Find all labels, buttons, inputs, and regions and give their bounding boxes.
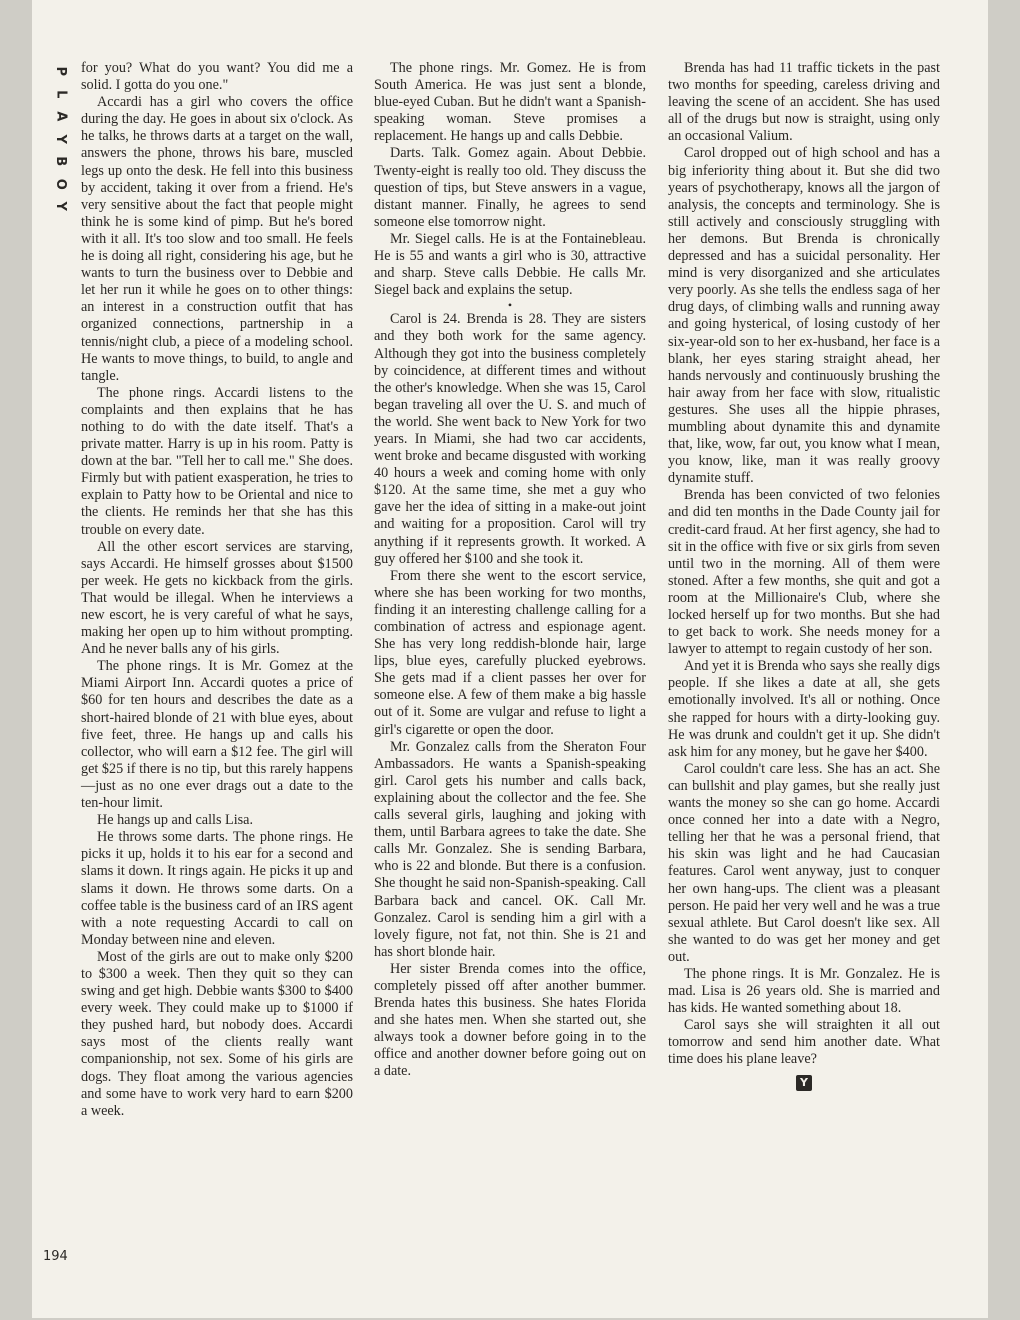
body-paragraph: The phone rings. Mr. Gomez. He is from South America. He was just sent a blonde, blue-eyed Cuban. But he didn't want a Spanish-speaking woman. Steve promises a replacement. He hangs up and calls Debbie.	[374, 60, 646, 145]
side-label-letter: Y	[53, 201, 69, 211]
body-paragraph: All the other escort services are starving, says Accardi. He himself grosses about $1500 per week. He gets no kickback from the girls. That would be illegal. When he interviews a new escort, he is very careful of what he says, making her open up to him without prompting. And he never balls any of his girls.	[81, 538, 353, 658]
body-paragraph: He hangs up and calls Lisa.	[97, 812, 254, 829]
body-paragraph: And yet it is Brenda who says she really digs people. If she likes a date at all, she gets emotionally involved. It's all or nothing. Once she rapped for hours with a dirty-looking guy. He was drunk and couldn't get it up. She didn't ask him for any money, but he gave her $400.	[668, 658, 940, 760]
body-paragraph: Brenda has had 11 traffic tickets in the past two months for speeding, careless driving and leaving the scene of an accident. She has used all of the drugs but now is straight, using only an occasional Valium.	[668, 60, 940, 145]
body-paragraph: Most of the girls are out to make only $200 to $300 a week. Then they quit so they can swing and get high. Debbie wants $300 to $400 every week. They could make up to $1000 if they pushed hard, but nobody does. Accardi says most of the clients really want companionship, not sex. Some of his girls are dogs. They float among the various agencies and some have to work very hard to earn $200 a week.	[81, 948, 353, 1119]
page-number: 194	[43, 1249, 68, 1264]
end-mark-icon: Y	[796, 1075, 812, 1091]
body-paragraph: The phone rings. Accardi listens to the complaints and then explains that he has nothing to do with the date itself. That's a private matter. Harry is up in his room. Patty is down at the bar. "Tell her to call me." She does. Firmly but with patient exasperation, he tries to explain to Patty how to be Oriental and nice to the clients. He reminds her that she has this trouble on every date.	[81, 384, 353, 538]
body-paragraph: Darts. Talk. Gomez again. About Debbie. Twenty-eight is really too old. They discuss the question of tips, but Steve answers in a vague, distant manner. Finally, he agrees to send someone else tomorrow night.	[374, 145, 646, 230]
body-paragraph: Carol couldn't care less. She has an act. She can bullshit and play games, but she really just wants the money so she can go home. Accardi once conned her into a date with a Negro, telling her that he was a personal friend, that his skin was light and he had Caucasian features. Carol went anyway, just to conquer her own hang-ups. The client was a pleasant person. He paid her very well and he was a true sexual athlete. But Carol doesn't like sex. All she wanted to do was get her money and get out.	[668, 760, 940, 965]
magazine-side-label	[50, 60, 70, 218]
text-column-1	[81, 60, 353, 1120]
side-label-letter: A	[53, 111, 69, 122]
body-paragraph: Carol says she will straighten it all out tomorrow and send him another date. What time does his plane leave?	[668, 1017, 940, 1068]
side-label-letter: B	[53, 156, 69, 167]
body-paragraph: Mr. Siegel calls. He is at the Fontainebleau. He is 55 and wants a girl who is 30, attractive and sharp. Steve calls Debbie. He calls Mr. Siegel back and explains the setup.	[374, 230, 646, 299]
body-paragraph: Carol dropped out of high school and has a big inferiority thing about it. But she did two years of psychotherapy, knows all the jargon of analysis, the concepts and terminology. She is still actively and consciously struggling with her demons. But Brenda is chronically depressed and has a suicidal personality. Her mind is very disorganized and she articulates very poorly. As she tells the endless saga of her drug days, of climbing walls and running away and going hysterical, of losing custody of her six-year-old son to her ex-husband, her face is a blank, her eyes staring straight ahead, her hands nervously and continuously brushing the hair away from her face with slow, ritualistic gestures. She uses all the hippie phrases, mumbling about dynamite this and dynamite that, like, wow, far out, you know what I mean, you know, like, man it was really groovy dynamite stuff.	[668, 145, 940, 487]
body-paragraph: Her sister Brenda comes into the office, completely pissed off after another bummer. Brenda hates this business. She hates Florida and she hates men. When she started out, she always took a downer before going in to the office and another downer before going out on a date.	[374, 960, 646, 1080]
body-paragraph: Carol is 24. Brenda is 28. They are sisters and they both work for the same agency. Although they got into the business completely by coincidence, at different times and without the other's knowledge. When she was 15, Carol began traveling all over the U. S. and much of the world. She went back to New York for two years. In Miami, she had two car accidents, went broke and became disgusted with working 40 hours a week and coming home with only $120. At the same time, she met a guy who gave her the idea of sitting in a make-out joint and waiting for a proposition. Carol will try anything if it represents growth. It worked. A guy offered her $100 and she took it.	[374, 311, 646, 567]
side-label-letter: O	[53, 178, 69, 190]
text-column-2	[374, 60, 646, 1081]
body-paragraph: He throws some darts. The phone rings. He picks it up, holds it to his ear for a second and slams it down. It rings again. He picks it up and slams it down. He throws some darts. On a coffee table is the business card of an IRS agent with a note requesting Accardi to call on Monday between nine and eleven.	[81, 829, 353, 948]
body-paragraph: The phone rings. It is Mr. Gomez at the Miami Airport Inn. Accardi quotes a price of $60 for ten hours and describes the date as a short-haired blonde of 21 with blue eyes, about five feet, three. He hangs up and calls his collector, who will earn a $12 fee. The girl will get $25 if there is no tip, but this rarely happens—just as no one ever drags out a date to the ten-hour limit.	[81, 658, 353, 812]
text-column-3	[668, 60, 940, 1091]
body-paragraph: Mr. Gonzalez calls from the Sheraton Four Ambassadors. He wants a Spanish-speaking girl. Carol gets his number and calls back, explaining about the collector and the fee. She calls several girls, laughing and joking with them, until Barbara agrees to take the date. She calls Mr. Gonzalez. She is sending Barbara, who is 22 and blonde. But there is a confusion. She thought he said non-Spanish-speaking. Call Barbara back and cancel. OK. Call Mr. Gonzalez. Carol is sending him a girl with a lovely figure, not fat, not thin. She is 21 and has short blonde hair.	[374, 738, 646, 960]
body-paragraph: Accardi has a girl who covers the office during the day. He goes in about six o'clock. As he talks, he throws darts at a target on the wall, answers the phone, throws his bare, muscled legs up onto the desk. He fell into this business by accident, taking it over from a friend. He's very sensitive about the fact that people might think he is some kind of pimp. But he's bored with it all. It's too slow and too small. He feels he is doing all right, considering his age, but he wants to turn the business over to Debbie and let her run it while he goes on to other things: an interest in a construction outfit that has organized connections, partnership in a tennis/night club, a piece of a modeling school. He wants to move things, to build, to angle and tangle.	[81, 94, 353, 384]
body-paragraph: The phone rings. It is Mr. Gonzalez. He is mad. Lisa is 26 years old. She is married and has kids. He wanted something about 18.	[668, 965, 940, 1017]
side-label-letter: P	[53, 66, 69, 77]
section-break-bullet: •	[507, 298, 513, 313]
body-paragraph: From there she went to the escort service, where she has been working for two months, finding it an interesting challenge calling for a combination of actress and espionage agent. She has very long reddish-blonde hair, large lips, blue eyes, carefully plucked eyebrows. She gets mad if a client passes her over for someone else. A few of them make a big hassle out of it. Some are vulgar and refuse to light a girl's cigarette or open the door.	[374, 567, 646, 738]
side-label-letter: Y	[53, 134, 69, 144]
side-label-letter: L	[53, 89, 69, 98]
body-paragraph: Brenda has been convicted of two felonies and did ten months in the Dade County jail for credit-card fraud. At her first agency, she had to sit in the office with five or six girls from seven until two in the morning. All of them were stoned. After a few months, she quit and got a room at the Millionaire's Club, where she locked herself up for two months. But she had to get back to work. She needs money for a lawyer to attempt to regain custody of her son.	[668, 487, 940, 658]
body-paragraph: for you? What do you want? You did me a solid. I gotta do you one."	[81, 60, 353, 94]
